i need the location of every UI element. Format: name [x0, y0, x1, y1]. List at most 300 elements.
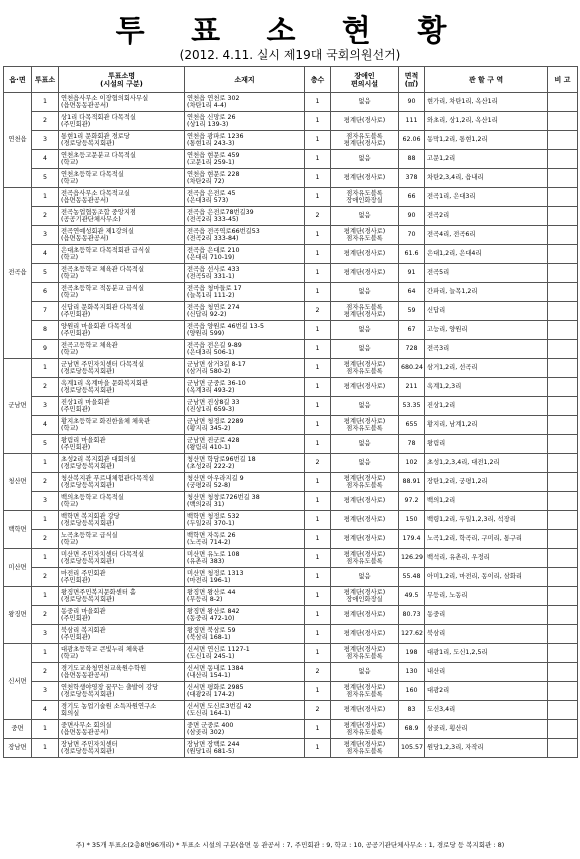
- area-cell: 66: [399, 188, 425, 207]
- disabled-facilities-cell: 평계단(경사로) 점자유도블록: [331, 549, 399, 568]
- station-name-cell: 초성2리 복지회관 대회의실 (경로당등복지회관): [59, 454, 185, 473]
- jurisdiction-cell: 아미1,2리, 마전리, 동이리, 삼화리: [425, 568, 548, 587]
- station-number-cell: 8: [32, 321, 59, 340]
- station-name-cell: 연천읍사무소 이장협의회사무실 (읍면동동관공서): [59, 93, 185, 112]
- jurisdiction-cell: 원당1,2,3리, 자작리: [425, 739, 548, 758]
- area-cell: 111: [399, 112, 425, 131]
- address-cell: 전곡읍 은전로 45 (은대3리 573): [185, 188, 305, 207]
- header-station-name: 투표소명 (시설의 구분): [59, 67, 185, 93]
- floor-cell: 1: [305, 112, 331, 131]
- address-cell: 미산면 유노로 108 (유촌리 383): [185, 549, 305, 568]
- disabled-facilities-cell: 평계단(경사로) 장애인화장실: [331, 587, 399, 606]
- note-cell: [548, 93, 578, 112]
- station-number-cell: 4: [32, 245, 59, 264]
- address-cell: 중면 군중로 400 (삼곶리 302): [185, 720, 305, 739]
- table-row: [4, 245, 578, 264]
- jurisdiction-cell: 내산리: [425, 663, 548, 682]
- area-cell: 68.9: [399, 720, 425, 739]
- address-cell: 전곡읍 전은길 9-89 (은대3리 506-1): [185, 340, 305, 359]
- note-cell: [548, 644, 578, 663]
- station-number-cell: 3: [32, 492, 59, 511]
- station-name-cell: 노곡초등학교 급식실 (학교): [59, 530, 185, 549]
- station-name-cell: 왕징면주민복지문화센터 홀 (경로당등복지회관): [59, 587, 185, 606]
- note-cell: [548, 511, 578, 530]
- address-cell: 군남면 삼거3길 8-17 (삼거리 580-2): [185, 359, 305, 378]
- area-cell: 150: [399, 511, 425, 530]
- area-cell: 55.48: [399, 568, 425, 587]
- floor-cell: 1: [305, 625, 331, 644]
- area-cell: 67: [399, 321, 425, 340]
- polling-station-table: [3, 66, 578, 758]
- disabled-facilities-cell: 평계단(경사로): [331, 169, 399, 188]
- note-cell: [548, 207, 578, 226]
- table-row: [4, 169, 578, 188]
- note-cell: [548, 340, 578, 359]
- disabled-facilities-cell: 평계단(경사로): [331, 701, 399, 720]
- station-number-cell: 5: [32, 169, 59, 188]
- jurisdiction-cell: 삼곶리, 횡산리: [425, 720, 548, 739]
- floor-cell: 2: [305, 302, 331, 321]
- note-cell: [548, 112, 578, 131]
- note-cell: [548, 283, 578, 302]
- area-cell: 728: [399, 340, 425, 359]
- disabled-facilities-cell: 점자유도블록 평계단(경사로): [331, 302, 399, 321]
- table-row: [4, 397, 578, 416]
- station-name-cell: 옥계1리 옥계마을 문화복지회관 (경로당등복지회관): [59, 378, 185, 397]
- jurisdiction-cell: 와초리, 상1,2리, 옥산1리: [425, 112, 548, 131]
- note-cell: [548, 473, 578, 492]
- station-number-cell: 2: [32, 663, 59, 682]
- table-row: [4, 568, 578, 587]
- disabled-facilities-cell: 평계단(경사로): [331, 530, 399, 549]
- header-address: 소재지: [185, 67, 305, 93]
- town-cell: 전곡읍: [4, 188, 32, 359]
- table-row: [4, 530, 578, 549]
- jurisdiction-cell: 왕림리: [425, 435, 548, 454]
- address-cell: 청산면 청창로726번길 38 (백의2리 31): [185, 492, 305, 511]
- area-cell: 70: [399, 226, 425, 245]
- disabled-facilities-cell: 평계단(경사로) 점자유도블록: [331, 644, 399, 663]
- note-cell: [548, 226, 578, 245]
- address-cell: 청산면 아우라지길 9 (궁평2리 52-8): [185, 473, 305, 492]
- town-cell: 청산면: [4, 454, 32, 511]
- station-number-cell: 2: [32, 112, 59, 131]
- station-name-cell: 전곡읍사무소 다목적교실 (읍면동동관공서): [59, 188, 185, 207]
- jurisdiction-cell: 백의1,2리: [425, 492, 548, 511]
- address-cell: 미산면 청정로 1313 (마전리 196-1): [185, 568, 305, 587]
- area-cell: 127.62: [399, 625, 425, 644]
- area-cell: 53.35: [399, 397, 425, 416]
- table-row: [4, 359, 578, 378]
- table-row: [4, 416, 578, 435]
- header-floor: 층수: [305, 67, 331, 93]
- jurisdiction-cell: 무등리, 노동리: [425, 587, 548, 606]
- floor-cell: 1: [305, 587, 331, 606]
- station-name-cell: 연천초등고문분교 다목적실 (학교): [59, 150, 185, 169]
- disabled-facilities-cell: 점자유도블록 장애인화장실: [331, 188, 399, 207]
- town-cell: 미산면: [4, 549, 32, 587]
- disabled-facilities-cell: 평계단(경사로): [331, 492, 399, 511]
- table-row: [4, 701, 578, 720]
- disabled-facilities-cell: 없음: [331, 340, 399, 359]
- floor-cell: 1: [305, 644, 331, 663]
- address-cell: 전곡읍 청마들로 17 (늘목1리 111-2): [185, 283, 305, 302]
- jurisdiction-cell: 전곡1리, 은대3리: [425, 188, 548, 207]
- area-cell: 78: [399, 435, 425, 454]
- address-cell: 왕징면 북삼로 59 (북삼리 168-1): [185, 625, 305, 644]
- town-cell: 연천읍: [4, 93, 32, 188]
- address-cell: 군남면 진상8길 33 (진상1리 659-3): [185, 397, 305, 416]
- header-disabled-facilities: 장애인 편의시설: [331, 67, 399, 93]
- station-name-cell: 경기도교육청연천교육원수학원 (읍면동동관공서): [59, 663, 185, 682]
- jurisdiction-cell: 장탄1,2리, 궁평1,2리: [425, 473, 548, 492]
- floor-cell: 1: [305, 93, 331, 112]
- floor-cell: 1: [305, 359, 331, 378]
- station-name-cell: 동중리 마을회관 (주민회관): [59, 606, 185, 625]
- header-station-number: 투표소: [32, 67, 59, 93]
- jurisdiction-cell: 북삼리: [425, 625, 548, 644]
- station-name-cell: 장남면 주민자치센터 (경로당등복지회관): [59, 739, 185, 758]
- disabled-facilities-cell: 없음: [331, 93, 399, 112]
- address-cell: 전곡읍 선사로 433 (전곡5리 331-1): [185, 264, 305, 283]
- station-name-cell: 황지초등학교 화진한울체 체육관 (학교): [59, 416, 185, 435]
- note-cell: [548, 378, 578, 397]
- header-jurisdiction: 관 할 구 역: [425, 67, 548, 93]
- address-cell: 신서면 도신로3번길 42 (도신리 164-1): [185, 701, 305, 720]
- station-name-cell: 연천학생야영장 꿈꾸는 출발이 강당 (경로당등복지회관): [59, 682, 185, 701]
- jurisdiction-cell: 현가리, 차탄1리, 옥산1리: [425, 93, 548, 112]
- area-cell: 97.2: [399, 492, 425, 511]
- station-number-cell: 1: [32, 549, 59, 568]
- station-number-cell: 2: [32, 530, 59, 549]
- note-cell: [548, 625, 578, 644]
- floor-cell: 1: [305, 511, 331, 530]
- header-area: 면적 (㎡): [399, 67, 425, 93]
- disabled-facilities-cell: 없음: [331, 207, 399, 226]
- station-name-cell: 상1리 다목적회관 다목적실 (주민회관): [59, 112, 185, 131]
- station-number-cell: 6: [32, 283, 59, 302]
- station-number-cell: 3: [32, 625, 59, 644]
- station-name-cell: 전곡초등학교 적동분교 급식실 (학교): [59, 283, 185, 302]
- note-cell: [548, 188, 578, 207]
- address-cell: 군남면 진군로 428 (왕림리 410-1): [185, 435, 305, 454]
- jurisdiction-cell: 동막1,2리, 통현1,2리: [425, 131, 548, 150]
- area-cell: 211: [399, 378, 425, 397]
- table-row: [4, 587, 578, 606]
- station-name-cell: 마전리 주민회관 (주민회관): [59, 568, 185, 587]
- header-row: [4, 67, 578, 93]
- floor-cell: 1: [305, 416, 331, 435]
- footnote: 주) * 35개 투표소(2층8면96개리) * 투표소 시설의 구분(읍면 동 관공서 : 7, 주민회관 : 9, 학교 : 10, 공공기관단체사무소 : 1, 경로당 등 복지회관 : 8): [75, 841, 505, 849]
- table-row: [4, 264, 578, 283]
- disabled-facilities-cell: 평계단(경사로): [331, 112, 399, 131]
- station-number-cell: 3: [32, 226, 59, 245]
- floor-cell: 1: [305, 549, 331, 568]
- station-name-cell: 통현1리 문화회관 경로당 (경로당등복지회관): [59, 131, 185, 150]
- table-body: [4, 93, 578, 758]
- table-row: [4, 511, 578, 530]
- station-name-cell: 중면사무소 회의실 (읍면동동관공서): [59, 720, 185, 739]
- floor-cell: 1: [305, 283, 331, 302]
- jurisdiction-cell: 신답리: [425, 302, 548, 321]
- station-name-cell: 백학면 복지회관 강당 (경로당등복지회관): [59, 511, 185, 530]
- town-cell: 백학면: [4, 511, 32, 549]
- jurisdiction-cell: 대광2리: [425, 682, 548, 701]
- town-cell: 왕징면: [4, 587, 32, 644]
- floor-cell: 1: [305, 473, 331, 492]
- header-town: 읍·면: [4, 67, 32, 93]
- area-cell: 126.29: [399, 549, 425, 568]
- jurisdiction-cell: 고문1,2리: [425, 150, 548, 169]
- jurisdiction-cell: 진상1,2리: [425, 397, 548, 416]
- disabled-facilities-cell: 평계단(경사로) 점자유도블록: [331, 682, 399, 701]
- town-cell: 신서면: [4, 644, 32, 720]
- disabled-facilities-cell: 평계단(경사로): [331, 511, 399, 530]
- jurisdiction-cell: 고능리, 양원리: [425, 321, 548, 340]
- address-cell: 장남면 장백로 244 (원당1리 681-5): [185, 739, 305, 758]
- disabled-facilities-cell: 평계단(경사로): [331, 606, 399, 625]
- table-row: [4, 93, 578, 112]
- table-row: [4, 226, 578, 245]
- area-cell: 378: [399, 169, 425, 188]
- station-number-cell: 1: [32, 188, 59, 207]
- table-row: [4, 644, 578, 663]
- station-name-cell: 군남면 주민자치센터 다목적실 (경로당등복지회관): [59, 359, 185, 378]
- town-cell: 장남면: [4, 739, 32, 758]
- area-cell: 102: [399, 454, 425, 473]
- disabled-facilities-cell: 없음: [331, 283, 399, 302]
- floor-cell: 1: [305, 321, 331, 340]
- area-cell: 160: [399, 682, 425, 701]
- area-cell: 62.06: [399, 131, 425, 150]
- floor-cell: 1: [305, 739, 331, 758]
- floor-cell: 1: [305, 397, 331, 416]
- table-row: [4, 663, 578, 682]
- floor-cell: 1: [305, 530, 331, 549]
- station-number-cell: 1: [32, 587, 59, 606]
- table-row: [4, 435, 578, 454]
- disabled-facilities-cell: 없음: [331, 568, 399, 587]
- table-row: [4, 150, 578, 169]
- address-cell: 연천읍 현문로 459 (고문1리 259-1): [185, 150, 305, 169]
- jurisdiction-cell: 백령1,2리, 두일1,2,3리, 석장리: [425, 511, 548, 530]
- jurisdiction-cell: 동중리: [425, 606, 548, 625]
- address-cell: 청산면 학담로96번길 18 (초성2리 222-2): [185, 454, 305, 473]
- address-cell: 왕징면 왕산로 842 (동중리 472-10): [185, 606, 305, 625]
- disabled-facilities-cell: 평계단(경사로): [331, 625, 399, 644]
- floor-cell: 1: [305, 188, 331, 207]
- station-number-cell: 5: [32, 435, 59, 454]
- address-cell: 전곡읍 양원로 46번길 13-5 (양원리 599): [185, 321, 305, 340]
- station-name-cell: 전곡초등학교 체육관 다목적실 (학교): [59, 264, 185, 283]
- disabled-facilities-cell: 평계단(경사로) 점자유도블록: [331, 359, 399, 378]
- station-name-cell: 신답리 문화복지회관 다목적실 (주민회관): [59, 302, 185, 321]
- area-cell: 130: [399, 663, 425, 682]
- page-title: 투 표 소 현 황: [115, 14, 465, 49]
- address-cell: 전곡읍 청연로 274 (신답리 92-2): [185, 302, 305, 321]
- station-number-cell: 1: [32, 511, 59, 530]
- note-cell: [548, 359, 578, 378]
- floor-cell: 1: [305, 492, 331, 511]
- disabled-facilities-cell: 없음: [331, 435, 399, 454]
- page-subtitle: (2012. 4.11. 실시 제19대 국회의원선거): [179, 48, 401, 62]
- area-cell: 680.24: [399, 359, 425, 378]
- area-cell: 655: [399, 416, 425, 435]
- disabled-facilities-cell: 평계단(경사로): [331, 378, 399, 397]
- jurisdiction-cell: 초성1,2,3,4리, 대전1,2리: [425, 454, 548, 473]
- station-number-cell: 2: [32, 606, 59, 625]
- station-number-cell: 4: [32, 416, 59, 435]
- floor-cell: 1: [305, 131, 331, 150]
- note-cell: [548, 245, 578, 264]
- address-cell: 왕징면 왕산로 44 (무등리 8-2): [185, 587, 305, 606]
- station-number-cell: 1: [32, 644, 59, 663]
- table-row: [4, 302, 578, 321]
- floor-cell: 1: [305, 568, 331, 587]
- table-row: [4, 378, 578, 397]
- disabled-facilities-cell: 평계단(경사로) 점자유도블록: [331, 226, 399, 245]
- station-number-cell: 4: [32, 701, 59, 720]
- area-cell: 64: [399, 283, 425, 302]
- note-cell: [548, 720, 578, 739]
- table-row: [4, 131, 578, 150]
- floor-cell: 1: [305, 435, 331, 454]
- station-number-cell: 2: [32, 473, 59, 492]
- station-name-cell: 양원리 마을회관 다목적실 (주민회관): [59, 321, 185, 340]
- address-cell: 연천읍 현문로 228 (차탄2리 72): [185, 169, 305, 188]
- jurisdiction-cell: 차탄2,3,4리, 읍내리: [425, 169, 548, 188]
- note-cell: [548, 587, 578, 606]
- table-row: [4, 473, 578, 492]
- note-cell: [548, 321, 578, 340]
- station-name-cell: 전곡고등학교 체육관 (학교): [59, 340, 185, 359]
- table-row: [4, 283, 578, 302]
- note-cell: [548, 302, 578, 321]
- address-cell: 전곡읍 전곡역로66번길53 (전곡2리 333-84): [185, 226, 305, 245]
- table-row: [4, 112, 578, 131]
- table-row: [4, 606, 578, 625]
- floor-cell: 1: [305, 264, 331, 283]
- jurisdiction-cell: 은대1,2리, 은대4리: [425, 245, 548, 264]
- floor-cell: 2: [305, 454, 331, 473]
- floor-cell: 2: [305, 663, 331, 682]
- disabled-facilities-cell: 없음: [331, 150, 399, 169]
- area-cell: 90: [399, 93, 425, 112]
- floor-cell: 1: [305, 150, 331, 169]
- address-cell: 연천읍 신망로 26 (상1리 139-3): [185, 112, 305, 131]
- area-cell: 91: [399, 264, 425, 283]
- station-number-cell: 2: [32, 378, 59, 397]
- station-name-cell: 왕림리 마을회관 (주민회관): [59, 435, 185, 454]
- station-name-cell: 북삼리 복지회관 (주민회관): [59, 625, 185, 644]
- station-name-cell: 대광초등학교 큰빛누리 체육관 (학교): [59, 644, 185, 663]
- station-name-cell: 백의초등학교 다목적실 (학교): [59, 492, 185, 511]
- address-cell: 전곡읍 은대로 210 (은대리 710-19): [185, 245, 305, 264]
- floor-cell: 2: [305, 701, 331, 720]
- station-number-cell: 2: [32, 207, 59, 226]
- disabled-facilities-cell: 평계단(경사로) 점자유도블록: [331, 473, 399, 492]
- station-name-cell: 진상1리 마을회관 (주민회관): [59, 397, 185, 416]
- jurisdiction-cell: 황지리, 남계1,2리: [425, 416, 548, 435]
- jurisdiction-cell: 전곡4리, 전곡6리: [425, 226, 548, 245]
- area-cell: 83: [399, 701, 425, 720]
- area-cell: 49.5: [399, 587, 425, 606]
- note-cell: [548, 663, 578, 682]
- note-cell: [548, 131, 578, 150]
- table-row: [4, 720, 578, 739]
- note-cell: [548, 549, 578, 568]
- address-cell: 연천읍 연천로 302 (차탄1리 4-4): [185, 93, 305, 112]
- station-number-cell: 1: [32, 720, 59, 739]
- note-cell: [548, 568, 578, 587]
- note-cell: [548, 701, 578, 720]
- table-row: [4, 739, 578, 758]
- station-name-cell: 전곡연예성회관 제1강의실 (읍면동동관공서): [59, 226, 185, 245]
- jurisdiction-cell: 대광1리, 도신1,2,5리: [425, 644, 548, 663]
- floor-cell: 1: [305, 606, 331, 625]
- note-cell: [548, 150, 578, 169]
- disabled-facilities-cell: 평계단(경사로): [331, 264, 399, 283]
- address-cell: 연천읍 광파로 1236 (통현1리 243-3): [185, 131, 305, 150]
- address-cell: 신서면 동내로 1384 (내산리 154-1): [185, 663, 305, 682]
- area-cell: 61.6: [399, 245, 425, 264]
- note-cell: [548, 682, 578, 701]
- header-note: 비 고: [548, 67, 578, 93]
- jurisdiction-cell: 간파리, 늘목1,2리: [425, 283, 548, 302]
- note-cell: [548, 530, 578, 549]
- address-cell: 군남면 청정로 2289 (황지리 345-2): [185, 416, 305, 435]
- floor-cell: 1: [305, 682, 331, 701]
- jurisdiction-cell: 노곡1,2리, 학곡리, 구미리, 통구리: [425, 530, 548, 549]
- address-cell: 군남면 군중로 36-10 (옥계3리 493-2): [185, 378, 305, 397]
- jurisdiction-cell: 도신3,4리: [425, 701, 548, 720]
- address-cell: 백학면 자독로 26 (노곡리 714-2): [185, 530, 305, 549]
- station-number-cell: 3: [32, 397, 59, 416]
- area-cell: 105.57: [399, 739, 425, 758]
- table-row: [4, 340, 578, 359]
- note-cell: [548, 606, 578, 625]
- area-cell: 179.4: [399, 530, 425, 549]
- area-cell: 88: [399, 150, 425, 169]
- note-cell: [548, 416, 578, 435]
- jurisdiction-cell: 전곡3리: [425, 340, 548, 359]
- jurisdiction-cell: 백석리, 유촌리, 우정리: [425, 549, 548, 568]
- station-number-cell: 1: [32, 454, 59, 473]
- table-row: [4, 454, 578, 473]
- station-name-cell: 은대초등학교 다목적회관 급식실 (학교): [59, 245, 185, 264]
- station-number-cell: 9: [32, 340, 59, 359]
- address-cell: 전곡읍 은전로78번길39 (전곡2리 333-45): [185, 207, 305, 226]
- town-cell: 군남면: [4, 359, 32, 454]
- disabled-facilities-cell: 없음: [331, 454, 399, 473]
- disabled-facilities-cell: 없음: [331, 663, 399, 682]
- floor-cell: 1: [305, 245, 331, 264]
- station-name-cell: 청산복지관 푸르내체험관다목적실 (경로당등복지회관): [59, 473, 185, 492]
- town-cell: 중면: [4, 720, 32, 739]
- area-cell: 80.73: [399, 606, 425, 625]
- jurisdiction-cell: 삼거1,2리, 선곡리: [425, 359, 548, 378]
- note-cell: [548, 397, 578, 416]
- floor-cell: 1: [305, 720, 331, 739]
- station-number-cell: 1: [32, 93, 59, 112]
- table-row: [4, 549, 578, 568]
- table-row: [4, 682, 578, 701]
- area-cell: 198: [399, 644, 425, 663]
- station-number-cell: 3: [32, 131, 59, 150]
- station-number-cell: 3: [32, 682, 59, 701]
- area-cell: 59: [399, 302, 425, 321]
- table-row: [4, 492, 578, 511]
